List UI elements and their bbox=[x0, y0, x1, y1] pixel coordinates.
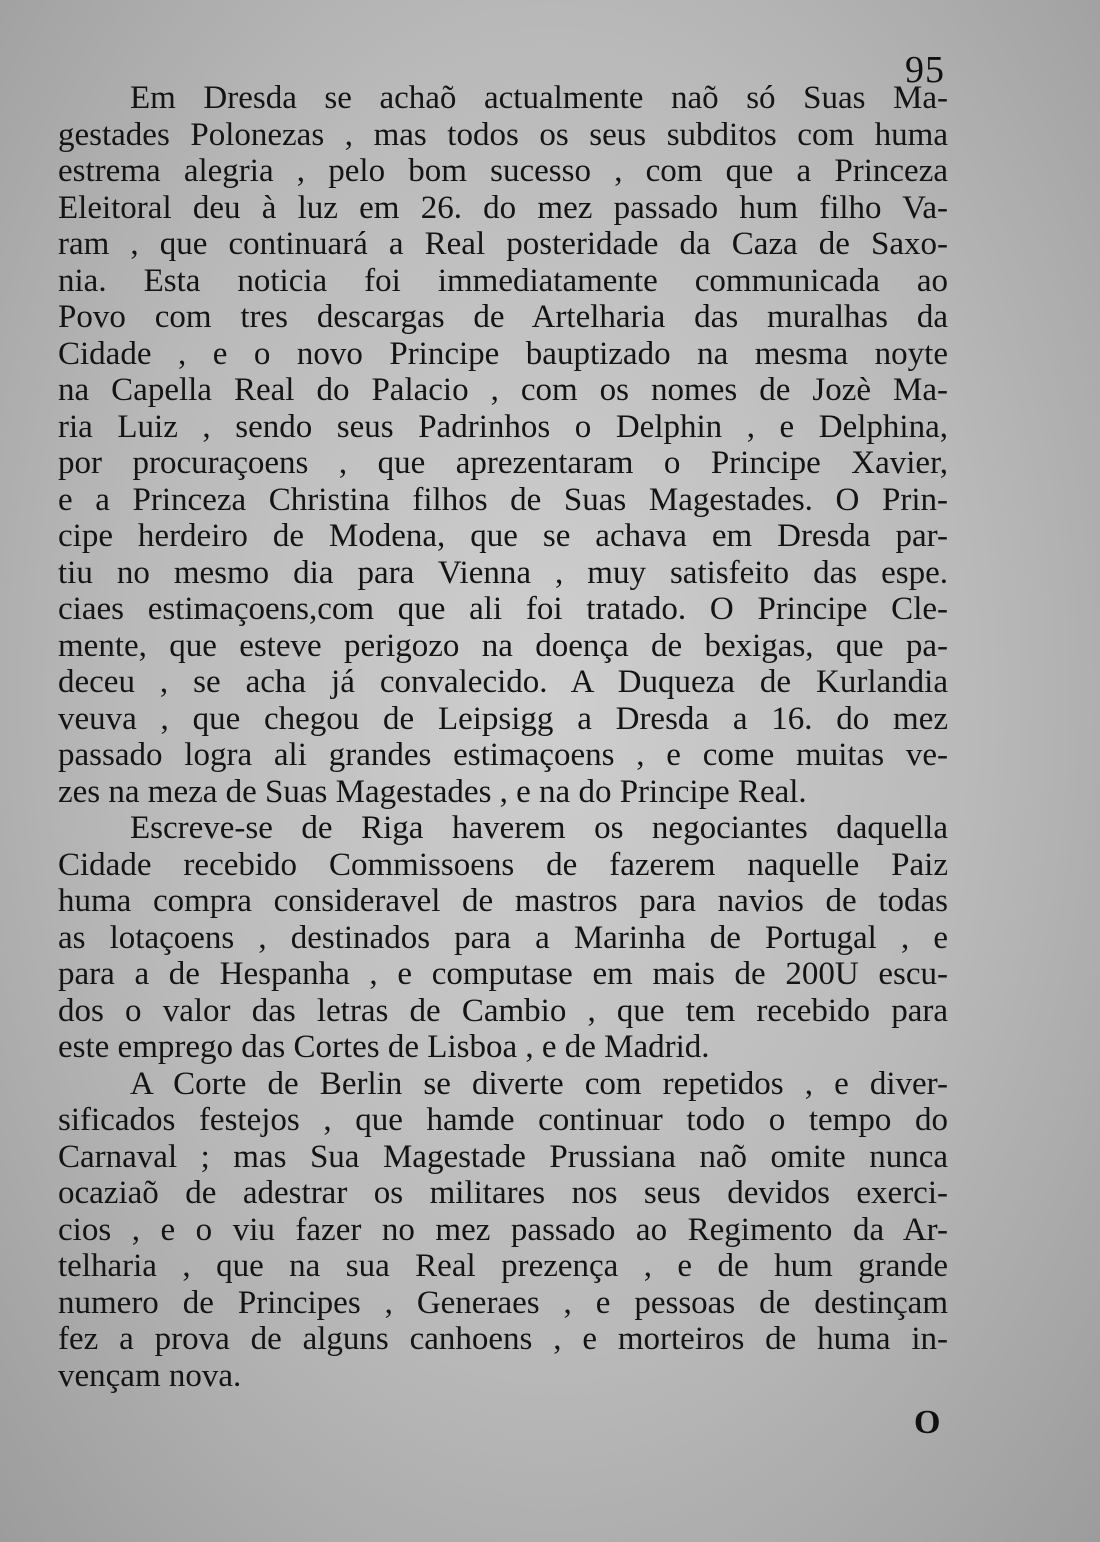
text-line: vençam nova. bbox=[58, 1357, 242, 1394]
text-line: por procuraçoens , que aprezentaram o Principe Xavier, bbox=[58, 445, 948, 481]
text-line: cipe herdeiro de Modena, que se achava em Dresda par- bbox=[58, 518, 948, 554]
text-line: para a de Hespanha , e computase em mais de 200U escu- bbox=[58, 956, 948, 992]
text-line: ram , que continuará a Real posteridade da Caza de Saxo- bbox=[58, 226, 948, 262]
page-number: 95 bbox=[905, 49, 945, 91]
text-line: telharia , que na sua Real prezença , e de hum grande bbox=[58, 1248, 948, 1284]
text-line: Carnaval ; mas Sua Magestade Prussiana naõ omite nunca bbox=[58, 1138, 948, 1175]
text-line: Cidade recebido Commissoens de fazerem naquelle Paiz bbox=[58, 846, 948, 883]
text-line: Escreve-se de Riga haverem os negociantes daquella bbox=[130, 810, 948, 846]
catchword: O bbox=[914, 1404, 941, 1441]
text-line: ciaes estimaçoens,com que ali foi tratado. O Principe Cle- bbox=[58, 591, 948, 627]
text-line: Cidade , e o novo Principe bauptizado na mesma noyte bbox=[58, 335, 948, 372]
text-line: estrema alegria , pelo bom sucesso , com que a Princeza bbox=[58, 153, 948, 189]
text-line: e a Princeza Christina filhos de Suas Magestades. O Prin- bbox=[58, 481, 948, 518]
text-line: mente, que esteve perigozo na doença de bexigas, que pa- bbox=[58, 627, 948, 664]
text-line: este emprego das Cortes de Lisboa , e de Madrid. bbox=[58, 1029, 710, 1065]
text-line: passado logra ali grandes estimaçoens , e come muitas ve- bbox=[58, 737, 948, 773]
text-line: deceu , se acha já convalecido. A Duqueza de Kurlandia bbox=[58, 664, 948, 700]
text-line: nia. Esta noticia foi immediatamente communicada ao bbox=[58, 262, 948, 299]
text-line: cios , e o viu fazer no mez passado ao Regimento da Ar- bbox=[58, 1211, 948, 1248]
text-line: ocaziaõ de adestrar os militares nos seus devidos exerci- bbox=[58, 1175, 948, 1211]
text-line: A Corte de Berlin se diverte com repetidos , e diver- bbox=[130, 1065, 948, 1102]
text-line: dos o valor das letras de Cambio , que tem recebido para bbox=[58, 992, 948, 1029]
text-line: huma compra consideravel de mastros para navios de todas bbox=[58, 883, 948, 919]
text-line: Povo com tres descargas de Artelharia das muralhas da bbox=[58, 299, 948, 335]
text-line: Em Dresda se achaõ actualmente naõ só Suas Ma- bbox=[130, 80, 948, 116]
body-text bbox=[58, 80, 948, 1394]
text-line: na Capella Real do Palacio , com os nomes de Jozè Ma- bbox=[58, 372, 948, 408]
text-line: zes na meza de Suas Magestades , e na do Principe Real. bbox=[58, 773, 807, 810]
text-line: ria Luiz , sendo seus Padrinhos o Delphin , e Delphina, bbox=[58, 408, 948, 445]
text-line: numero de Principes , Generaes , e pessoas de destinçam bbox=[58, 1284, 948, 1321]
text-line: sificados festejos , que hamde continuar todo o tempo do bbox=[58, 1102, 948, 1138]
text-line: Eleitoral deu à luz em 26. do mez passado hum filho Va- bbox=[58, 189, 948, 226]
text-line: veuva , que chegou de Leipsigg a Dresda a 16. do mez bbox=[58, 700, 948, 737]
text-line: as lotaçoens , destinados para a Marinha de Portugal , e bbox=[58, 919, 948, 956]
text-line: tiu no mesmo dia para Vienna , muy satisfeito das espe. bbox=[58, 554, 948, 591]
text-line: gestades Polonezas , mas todos os seus subditos com huma bbox=[58, 116, 948, 153]
text-line: fez a prova de alguns canhoens , e morteiros de huma in- bbox=[58, 1321, 948, 1357]
